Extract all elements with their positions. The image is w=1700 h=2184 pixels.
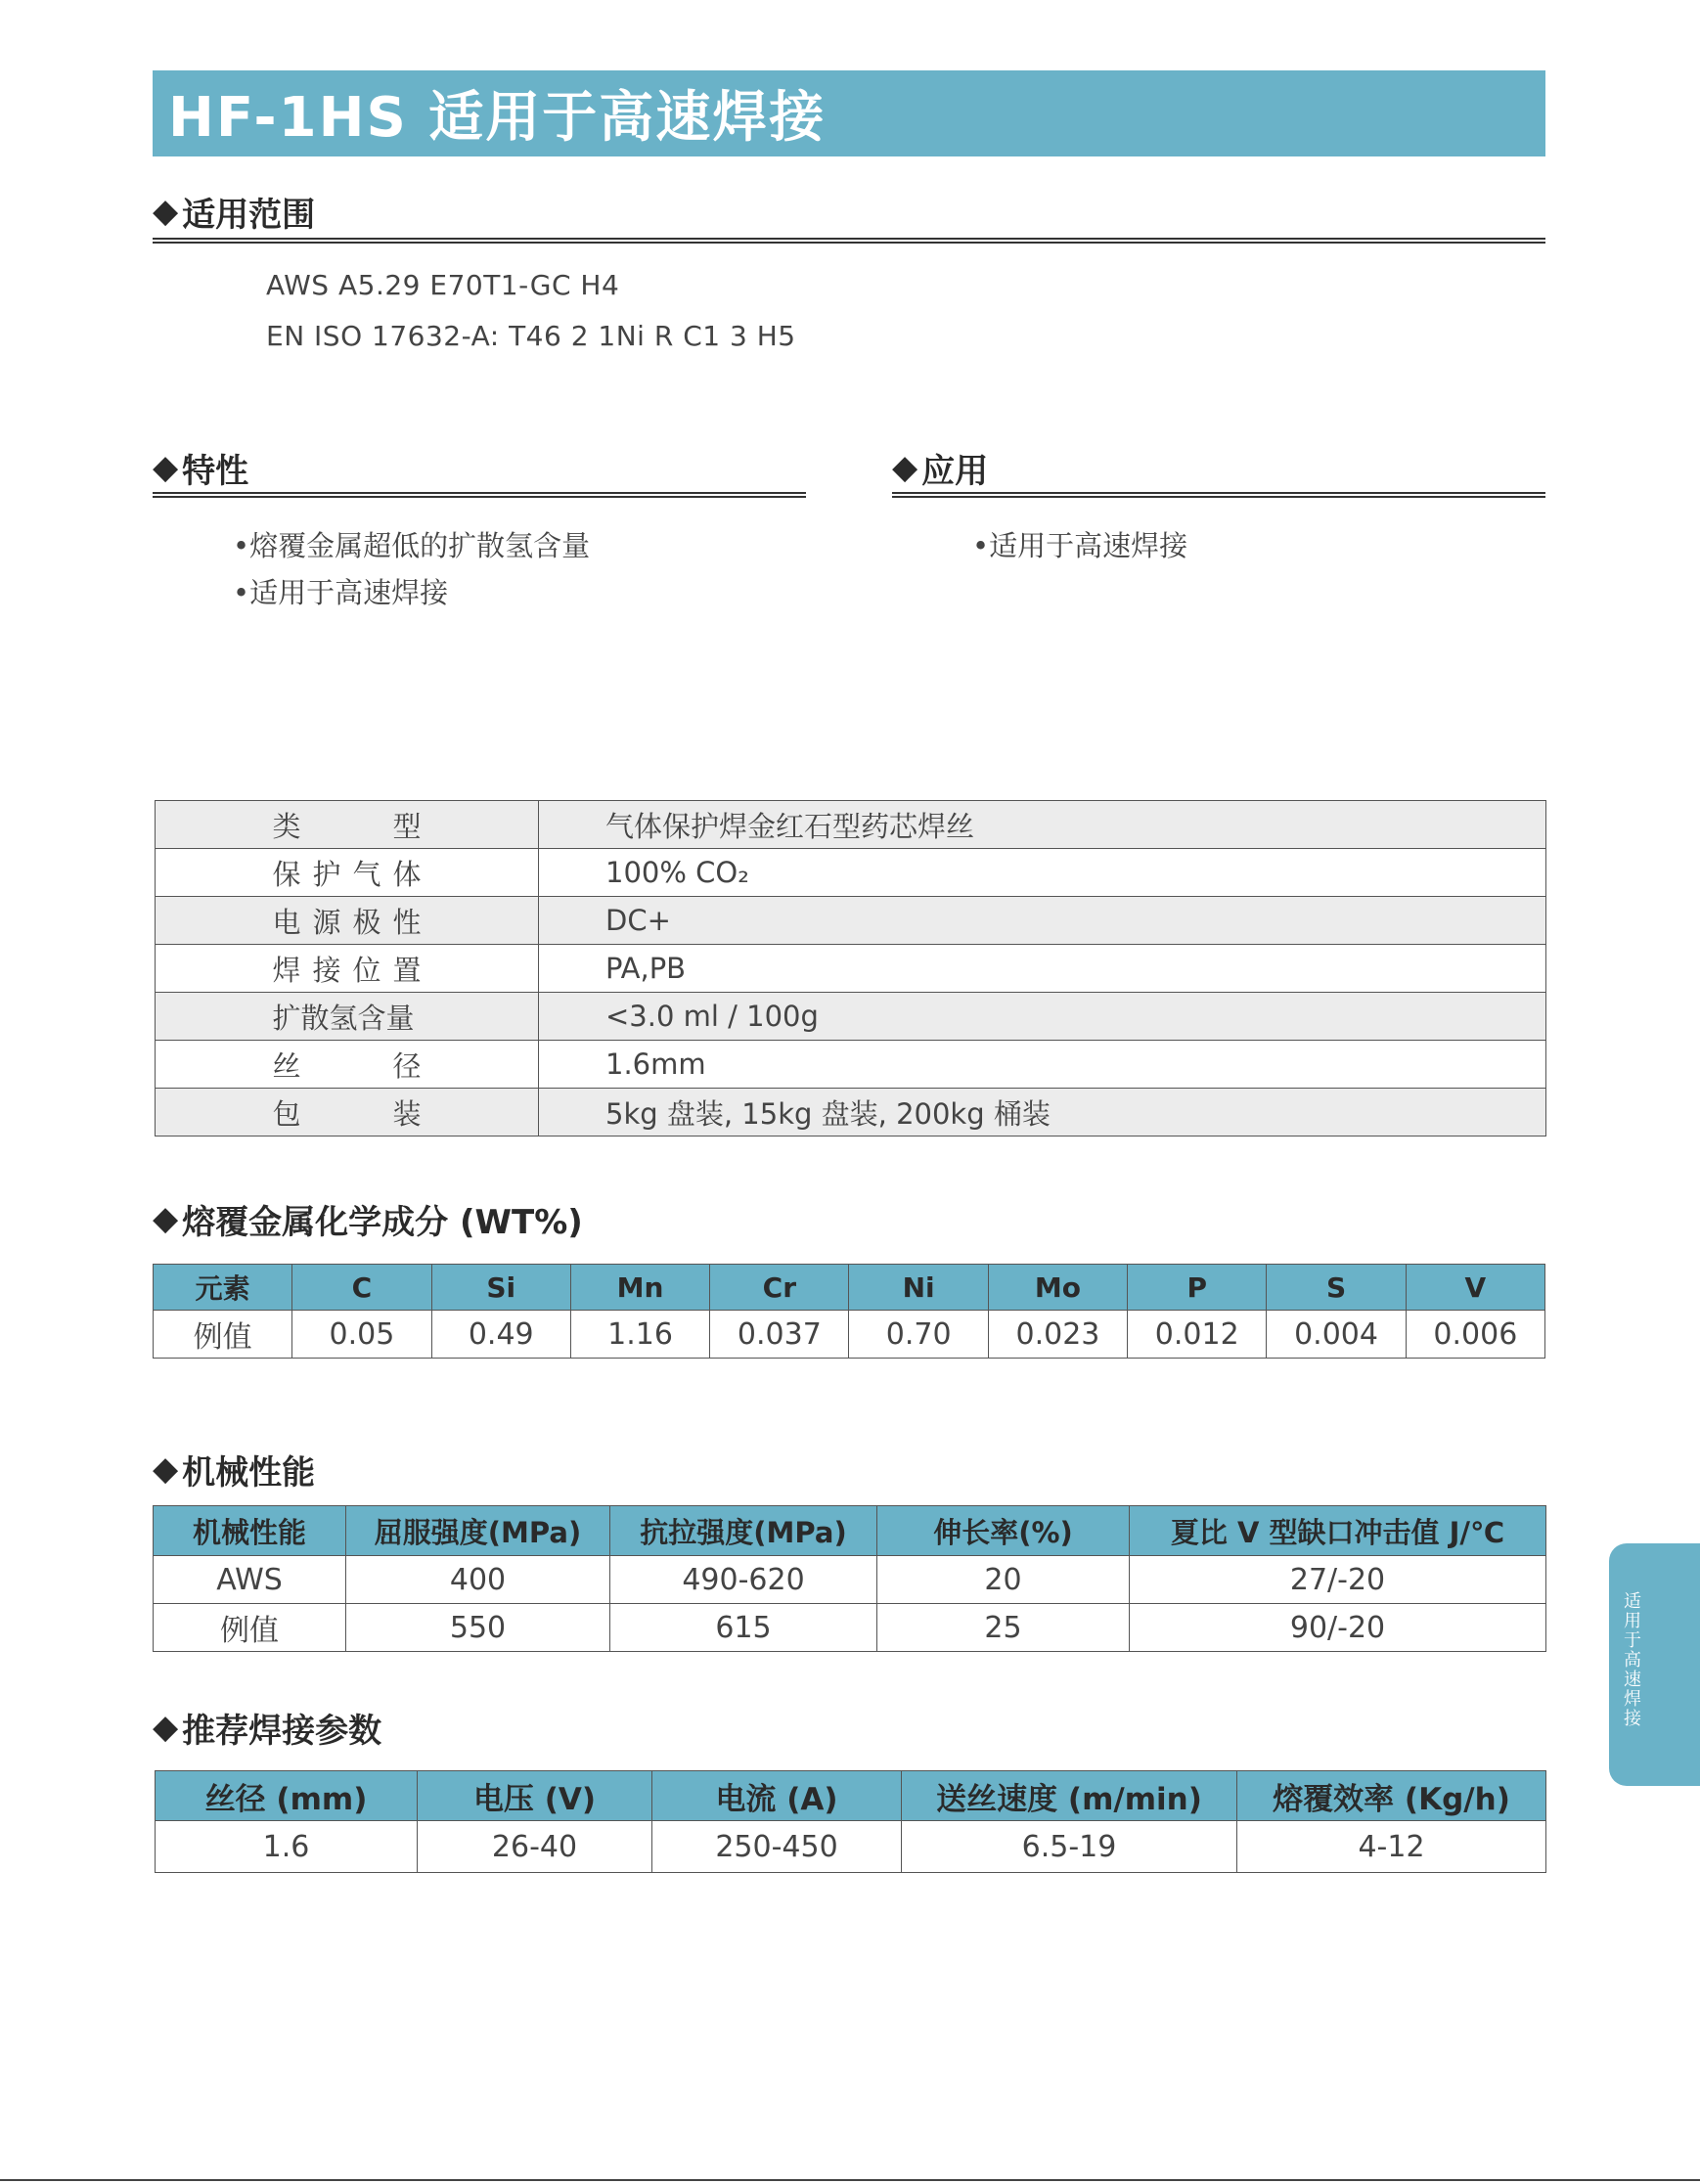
column-header: 电压 (V) [418, 1771, 652, 1821]
table-cell: 例值 [154, 1604, 346, 1652]
mechanical-heading: 机械性能 [182, 1452, 316, 1493]
section-heading-params [153, 1708, 382, 1751]
table-cell: 0.004 [1267, 1311, 1406, 1359]
diamond-icon: ◆ [153, 448, 179, 487]
table-cell: 6.5-19 [902, 1821, 1237, 1873]
table-cell: 26-40 [418, 1821, 652, 1873]
table-row [156, 945, 1546, 993]
table-row [156, 801, 1546, 849]
table-row [156, 1821, 1546, 1873]
diamond-icon: ◆ [153, 1449, 179, 1489]
list-item: •熔覆金属超低的扩散氢含量 [233, 529, 591, 562]
spec-value: 100% CO₂ [539, 849, 1546, 897]
params-heading: 推荐焊接参数 [182, 1711, 382, 1751]
column-header: Si [431, 1265, 570, 1311]
chemistry-table [153, 1264, 1545, 1359]
table-cell: 20 [877, 1556, 1130, 1604]
page-bottom-divider [0, 2179, 1700, 2181]
section-heading-features [153, 448, 249, 491]
column-header: Mo [988, 1265, 1127, 1311]
table-cell: 27/-20 [1130, 1556, 1546, 1604]
table-cell: 例值 [154, 1311, 292, 1359]
table-cell: 4-12 [1237, 1821, 1546, 1873]
column-header: 屈服强度(MPa) [346, 1506, 610, 1556]
column-header: 丝径 (mm) [156, 1771, 418, 1821]
table-header-row [156, 1771, 1546, 1821]
table-cell: 90/-20 [1130, 1604, 1546, 1652]
features-heading: 特性 [182, 451, 249, 491]
diamond-icon: ◆ [153, 1199, 179, 1238]
section-heading-application [892, 448, 989, 491]
diamond-icon: ◆ [153, 1708, 179, 1747]
table-cell: 490-620 [610, 1556, 877, 1604]
column-header: 送丝速度 (m/min) [902, 1771, 1237, 1821]
scope-line: AWS A5.29 E70T1-GC H4 [266, 269, 620, 301]
section-divider [153, 492, 806, 498]
table-row [156, 1041, 1546, 1089]
spec-label: 丝 径 [156, 1041, 539, 1089]
table-cell: 0.012 [1128, 1311, 1267, 1359]
list-item: •适用于高速焊接 [972, 529, 1188, 562]
table-cell: 400 [346, 1556, 610, 1604]
table-cell: 1.16 [570, 1311, 709, 1359]
column-header: S [1267, 1265, 1406, 1311]
table-row [156, 897, 1546, 945]
diamond-icon: ◆ [892, 448, 918, 487]
table-header-row [154, 1506, 1546, 1556]
spec-label: 包 装 [156, 1089, 539, 1137]
column-header: 元素 [154, 1265, 292, 1311]
section-heading-scope [153, 192, 316, 235]
table-row [154, 1556, 1546, 1604]
diamond-icon: ◆ [153, 192, 179, 231]
column-header: 熔覆效率 (Kg/h) [1237, 1771, 1546, 1821]
column-header: V [1406, 1265, 1544, 1311]
table-cell: 1.6 [156, 1821, 418, 1873]
mechanical-table [153, 1505, 1546, 1652]
table-cell: 0.023 [988, 1311, 1127, 1359]
spec-label: 类 型 [156, 801, 539, 849]
table-row [156, 993, 1546, 1041]
spec-value: 气体保护焊金红石型药芯焊丝 [539, 801, 1546, 849]
table-row [156, 1089, 1546, 1137]
spec-value: DC+ [539, 897, 1546, 945]
spec-table [155, 800, 1546, 1137]
params-table [155, 1770, 1546, 1873]
table-header-row [154, 1265, 1545, 1311]
side-tab-label: 适 用 于 高 速 焊 接 [1624, 1591, 1641, 1729]
list-item: •适用于高速焊接 [233, 576, 449, 609]
table-cell: AWS [154, 1556, 346, 1604]
column-header: 夏比 V 型缺口冲击值 J/℃ [1130, 1506, 1546, 1556]
table-cell: 0.49 [431, 1311, 570, 1359]
page-title: HF-1HS 适用于高速焊接 [153, 70, 1545, 156]
spec-value: 5kg 盘装, 15kg 盘装, 200kg 桶装 [539, 1089, 1546, 1137]
spec-value: 1.6mm [539, 1041, 1546, 1089]
application-heading: 应用 [921, 451, 989, 491]
application-list [972, 522, 1187, 569]
table-cell: 615 [610, 1604, 877, 1652]
table-row [154, 1604, 1546, 1652]
table-cell: 0.05 [292, 1311, 431, 1359]
scope-heading: 适用范围 [182, 195, 316, 235]
column-header: 机械性能 [154, 1506, 346, 1556]
scope-standards [266, 260, 796, 362]
table-cell: 250-450 [652, 1821, 902, 1873]
table-cell: 0.006 [1406, 1311, 1544, 1359]
column-header: 伸长率(%) [877, 1506, 1130, 1556]
table-cell: 25 [877, 1604, 1130, 1652]
table-row [154, 1311, 1545, 1359]
spec-label: 焊 接 位 置 [156, 945, 539, 993]
column-header: Cr [710, 1265, 849, 1311]
section-divider [892, 492, 1545, 498]
column-header: 电流 (A) [652, 1771, 902, 1821]
column-header: P [1128, 1265, 1267, 1311]
table-cell: 0.037 [710, 1311, 849, 1359]
spec-value: PA,PB [539, 945, 1546, 993]
spec-label: 扩散氢含量 [156, 993, 539, 1041]
spec-label: 电 源 极 性 [156, 897, 539, 945]
section-heading-mechanical [153, 1449, 316, 1493]
spec-label: 保 护 气 体 [156, 849, 539, 897]
column-header: Mn [570, 1265, 709, 1311]
table-cell: 0.70 [849, 1311, 988, 1359]
column-header: 抗拉强度(MPa) [610, 1506, 877, 1556]
section-heading-chemistry [153, 1199, 583, 1242]
spec-value: <3.0 ml / 100g [539, 993, 1546, 1041]
table-cell: 550 [346, 1604, 610, 1652]
column-header: Ni [849, 1265, 988, 1311]
scope-line: EN ISO 17632-A: T46 2 1Ni R C1 3 H5 [266, 320, 796, 352]
column-header: C [292, 1265, 431, 1311]
table-row [156, 849, 1546, 897]
chemistry-heading: 熔覆金属化学成分 (WT%) [182, 1202, 583, 1242]
section-divider [153, 238, 1545, 244]
features-list [233, 522, 590, 616]
